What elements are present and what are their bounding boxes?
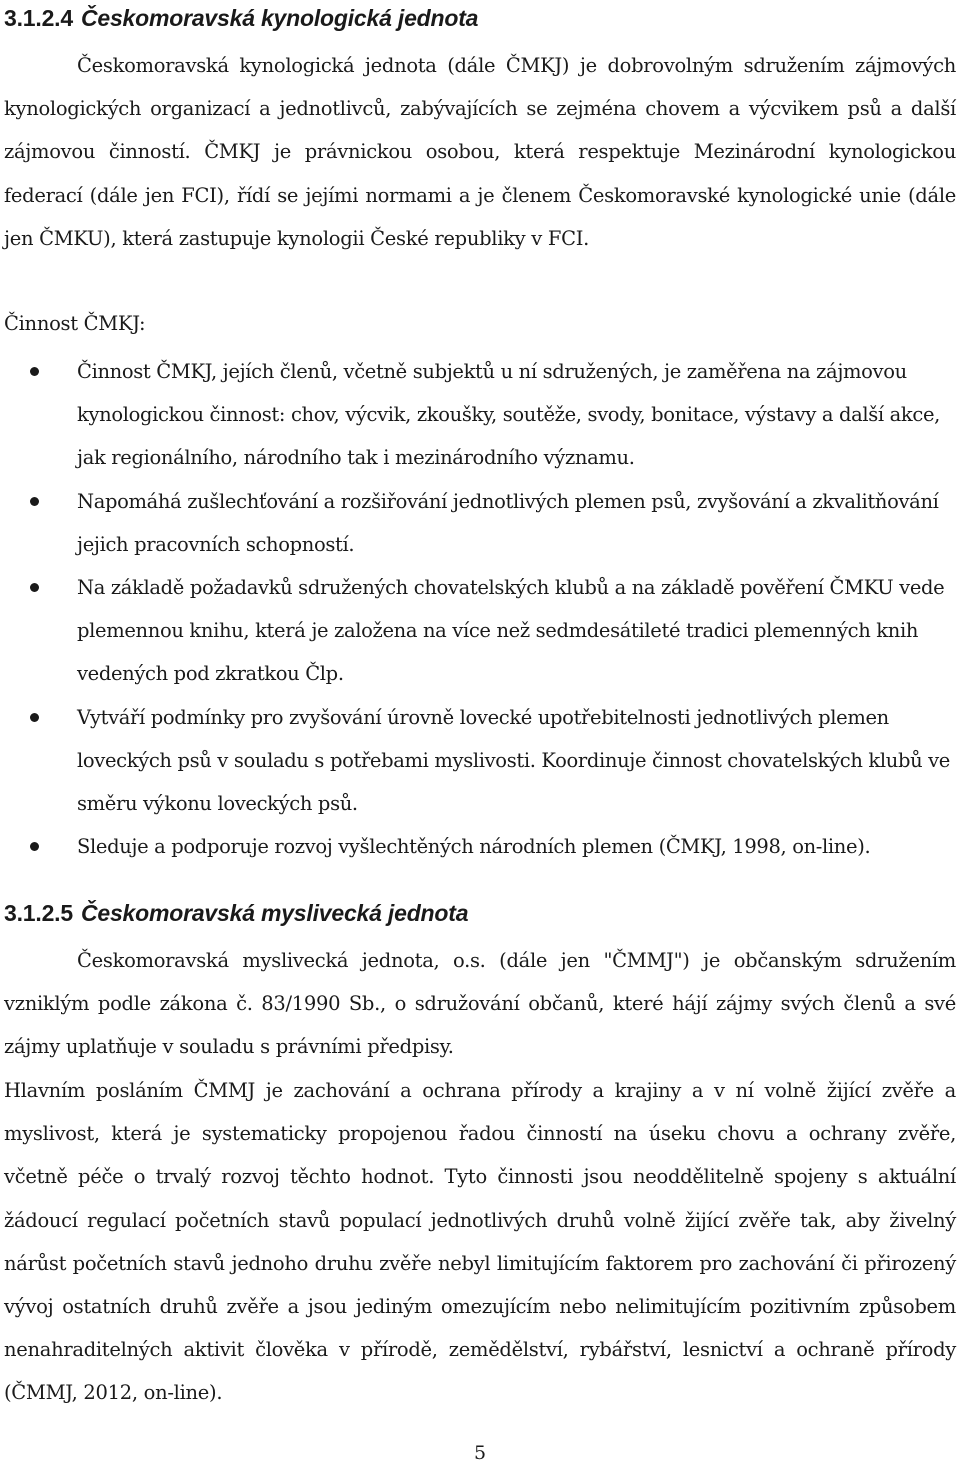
list-item-text: Na základě požadavků sdružených chovatelských klubů a na základě pověření ČMKU vede plemennou knihu, která je založena na více než sedmdesátileté tradici plemenných knih vedených pod zkratkou Člp. (77, 576, 945, 686)
activity-list (0, 350, 960, 868)
list-item-text: Sleduje a podporuje rozvoj vyšlechtěných národních plemen (ČMKJ, 1998, on-line). (77, 835, 871, 859)
cmmj-intro-paragraph: Českomoravská myslivecká jednota, o.s. (dále jen "ČMMJ") je občanským sdružením vzniklým podle zákona č. 83/1990 Sb., o sdružování občanů, které hájí zájmy svých členů a své zájmy uplatňuje v souladu s právními předpisy. (4, 949, 956, 1059)
activity-label: Činnost ČMKJ: (4, 312, 146, 335)
bullet-icon (30, 367, 39, 376)
list-item (0, 566, 950, 696)
section-number: 3.1.2.4 (4, 5, 73, 31)
page-number: 5 (473, 1442, 487, 1464)
cmkj-intro-paragraph: Českomoravská kynologická jednota (dále ČMKJ) je dobrovolným sdružením zájmových kynologických organizací a jednotlivců, zabývajících se zejména chovem a výcvikem psů a další zájmovou činností. ČMKJ je právnickou osobou, která respektuje Mezinárodní kynologickou federací (dále jen FCI), řídí se jejími normami a je členem Českomoravské kynologické unie (dále jen ČMKU), která zastupuje kynologii České republiky v FCI. (4, 54, 956, 250)
list-item-text: Napomáhá zušlechťování a rozšiřování jednotlivých plemen psů, zvyšování a zkvalitňování jejich pracovních schopností. (77, 489, 939, 556)
bullet-icon (30, 497, 39, 506)
bullet-icon (30, 842, 39, 851)
list-item (0, 480, 950, 566)
cmmj-mission-paragraph: Hlavním posláním ČMMJ je zachování a ochrana přírody a krajiny a v ní volně žijící zvěře a myslivost, která je systematicky propojenou řadou činností na úseku chovu a ochrany zvěře, včetně péče o trvalý rozvoj těchto hodnot. Tyto činnosti jsou neoddělitelně spojeny s aktuální žádoucí regulací početních stavů populací jednotlivých druhů volně žijící zvěře tak, aby živelný nárůst početních stavů jednoho druhu zvěře nebyl limitujícím faktorem pro zachování či přirozený vývoj ostatních druhů zvěře a jsou jediným omezujícím nebo nelimitujícím pozitivním způsobem nenahraditelných aktivit člověka v přírodě, zemědělství, rybářství, lesnictví a ochraně přírody (ČMMJ, 2012, on-line). (4, 1079, 956, 1405)
section-heading-cmmj (4, 898, 468, 928)
section-heading-cmkj (4, 3, 478, 33)
list-item-text: Vytváří podmínky pro zvyšování úrovně lovecké upotřebitelnosti jednotlivých plemen loveckých psů v souladu s potřebami myslivosti. Koordinuje činnost chovatelských klubů ve směru výkonu loveckých psů. (77, 705, 950, 816)
section-title: Českomoravská kynologická jednota (80, 5, 479, 31)
bullet-icon (30, 583, 39, 592)
bullet-icon (30, 713, 39, 722)
section-number: 3.1.2.5 (4, 900, 73, 926)
section-title: Českomoravská myslivecká jednota (80, 900, 469, 926)
list-item (0, 350, 950, 480)
list-item-text: Činnost ČMKJ, jejích členů, včetně subjektů u ní sdružených, je zaměřena na zájmovou kynologickou činnost: chov, výcvik, zkoušky, soutěže, svody, bonitace, výstavy a další akce, jak regionálního, národního tak i mezinárodního významu. (77, 360, 941, 470)
list-item (0, 825, 950, 868)
list-item (0, 696, 950, 826)
